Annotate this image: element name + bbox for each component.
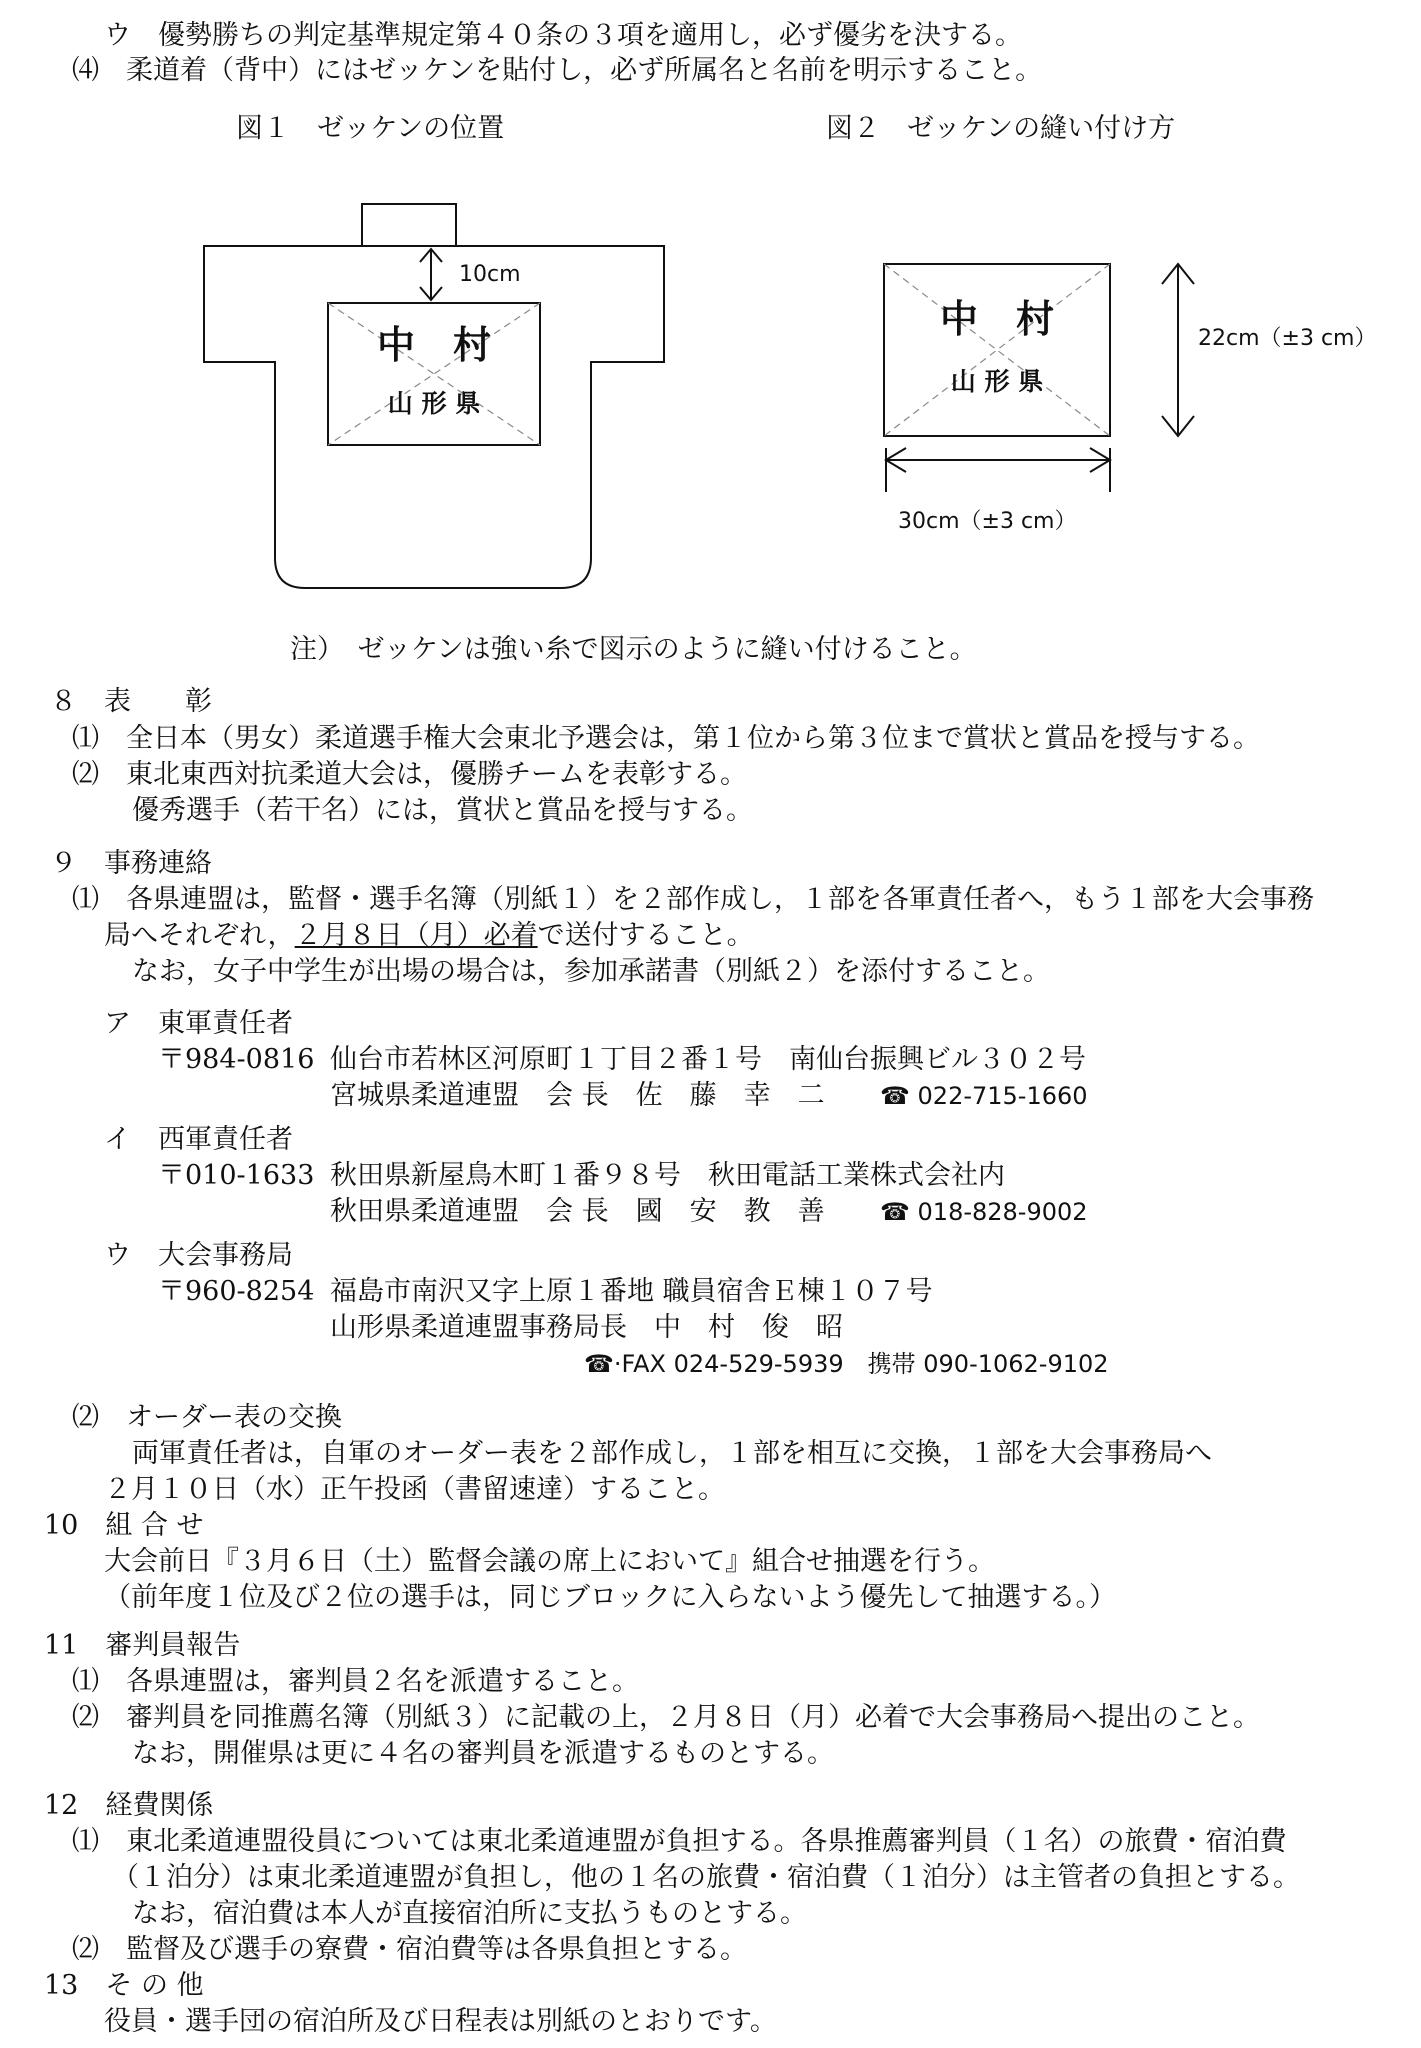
section-11-item-2-cont: なお，開催県は更に４名の審判員を派遣するものとする。 [132, 1738, 834, 1769]
section-12-item-1: ⑴ 東北柔道連盟役員については東北柔道連盟が負担する。各県推薦審判員（１名）の旅費・宿泊費 [72, 1826, 1287, 1857]
section-9-item-1: ⑴ 各県連盟は，監督・選手名簿（別紙１）を２部作成し，１部を各軍責任者へ，もう１部を大会事務 [72, 884, 1314, 915]
section-11-item-1: ⑴ 各県連盟は，審判員２名を派遣すること。 [72, 1666, 639, 1697]
height-dimension-arrow [1162, 264, 1194, 436]
section-12-item-1-note: なお，宿泊費は本人が直接宿泊所に支払うものとする。 [132, 1898, 807, 1929]
section-8-heading: ８ 表 彰 [50, 686, 212, 717]
west-contact-heading: イ 西軍責任者 [104, 1124, 293, 1155]
section-13-heading: 13 そ の 他 [44, 1970, 204, 2001]
section-9-item-1-cont [104, 920, 754, 952]
width-dimension-label: 30cm（±3 cm） [898, 509, 1077, 534]
section-13-body: 役員・選手団の宿泊所及び日程表は別紙のとおりです。 [104, 2006, 777, 2037]
west-contact-phone: ☎ 018-828-9002 [880, 1198, 1088, 1226]
deadline-prefix: 局へそれぞれ， [104, 920, 295, 951]
east-contact-address: 仙台市若林区河原町１丁目２番１号 南仙台振興ビル３０２号 [330, 1044, 1086, 1075]
collar-distance-arrow [420, 249, 442, 300]
office-contact-heading: ウ 大会事務局 [104, 1240, 293, 1271]
bib-prefecture-fig1: 山 形 県 [387, 389, 481, 418]
office-contact-zip: 〒960-8254 [158, 1276, 315, 1307]
west-contact-address: 秋田県新屋鳥木町１番９８号 秋田電話工業株式会社内 [330, 1160, 1005, 1191]
section-9-item-2-cont: ２月１０日（水）正午投函（書留速達）すること。 [104, 1474, 725, 1505]
bib-detail [884, 264, 1110, 436]
section-8-item-2: ⑵ 東北東西対抗柔道大会は，優勝チームを表彰する。 [72, 759, 747, 790]
west-contact-name: 秋田県柔道連盟 会 長 國 安 教 善 [330, 1196, 825, 1227]
section-12-item-2: ⑵ 監督及び選手の寮費・宿泊費等は各県負担とする。 [72, 1934, 747, 1965]
width-dimension-arrow [886, 448, 1110, 492]
office-contact-phone: ☎·FAX 024-529-5939 携帯 090-1062-9102 [584, 1350, 1109, 1378]
bib-surname-fig2: 中 村 [939, 297, 1055, 341]
office-contact-address: 福島市南沢又字上原１番地 職員宿舎Ｅ棟１０７号 [330, 1276, 933, 1307]
bib-on-judogi [328, 303, 540, 445]
east-contact-phone: ☎ 022-715-1660 [880, 1082, 1088, 1110]
section-9-heading: ９ 事務連絡 [50, 848, 212, 879]
figure-note: 注） ゼッケンは強い糸で図示のように縫い付けること。 [290, 634, 977, 665]
east-contact-name: 宮城県柔道連盟 会 長 佐 藤 幸 二 [330, 1080, 825, 1111]
section-10-heading: 10 組 合 せ [44, 1510, 204, 1541]
rule-yusei-line: ウ 優勢勝ちの判定基準規定第４０条の３項を適用し，必ず優劣を決する。 [104, 20, 1022, 51]
deadline-underlined: ２月８日（月）必着 [294, 920, 538, 951]
section-8-item-1: ⑴ 全日本（男女）柔道選手権大会東北予選会は，第１位から第３位まで賞状と賞品を授与する。 [72, 723, 1260, 754]
office-contact-name: 山形県柔道連盟事務局長 中 村 俊 昭 [330, 1312, 843, 1343]
height-dimension-label: 22cm（±3 cm） [1198, 326, 1377, 351]
east-contact-zip: 〒984-0816 [158, 1044, 315, 1075]
section-11-item-2: ⑵ 審判員を同推薦名簿（別紙３）に記載の上，２月８日（月）必着で大会事務局へ提出のこと。 [72, 1702, 1260, 1733]
east-contact-heading: ア 東軍責任者 [104, 1008, 293, 1039]
bib-surname-fig1: 中 村 [376, 323, 492, 367]
west-contact-zip: 〒010-1633 [158, 1160, 315, 1191]
figure2-title: 図２ ゼッケンの縫い付け方 [826, 113, 1176, 144]
section-10-note: （前年度１位及び２位の選手は，同じブロックに入らないよう優先して抽選する。） [104, 1582, 1116, 1613]
bib-figures [0, 0, 1421, 700]
section-9-item-2-body: 両軍責任者は，自軍のオーダー表を２部作成し，１部を相互に交換，１部を大会事務局へ [132, 1438, 1212, 1469]
section-12-heading: 12 経費関係 [44, 1790, 214, 1821]
section-11-heading: 11 審判員報告 [44, 1630, 241, 1661]
figure1-title: 図１ ゼッケンの位置 [236, 113, 505, 144]
deadline-suffix: で送付すること。 [537, 920, 754, 951]
collar-dimension-label: 10cm [459, 262, 521, 287]
section-8-item-2-cont: 優秀選手（若干名）には，賞状と賞品を授与する。 [132, 795, 753, 826]
section-10-body: 大会前日『３月６日（土）監督会議の席上において』組合せ抽選を行う。 [104, 1546, 995, 1577]
section-12-item-1-cont: （１泊分）は東北柔道連盟が負担し，他の１名の旅費・宿泊費（１泊分）は主管者の負担とする。 [112, 1862, 1300, 1893]
item-4-line: ⑷ 柔道着（背中）にはゼッケンを貼付し，必ず所属名と名前を明示すること。 [72, 55, 1043, 86]
section-9-item-2: ⑵ オーダー表の交換 [72, 1402, 342, 1433]
bib-prefecture-fig2: 山 形 県 [950, 367, 1044, 396]
section-9-item-1-note: なお，女子中学生が出場の場合は，参加承諾書（別紙２）を添付すること。 [132, 956, 1050, 987]
